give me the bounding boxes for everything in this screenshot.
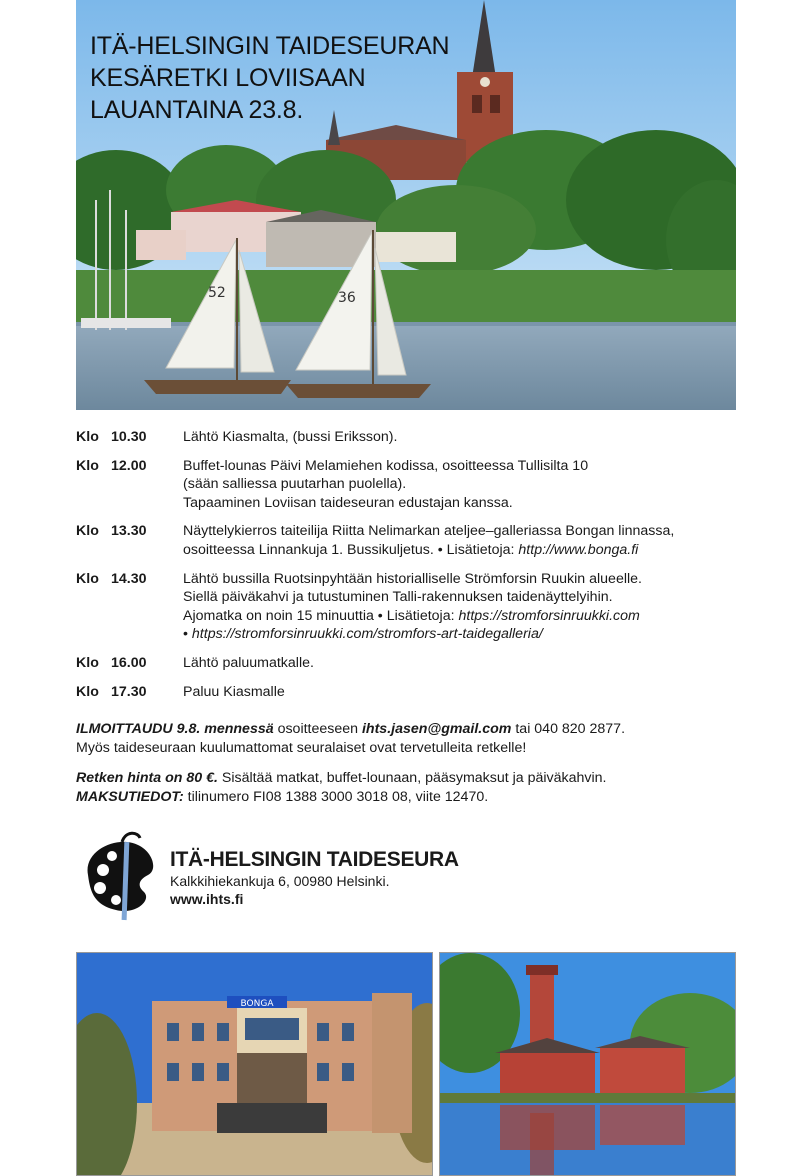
klo-label: Klo [76, 457, 99, 474]
payment-label: MAKSUTIEDOT: [76, 788, 184, 805]
klo-label: Klo [76, 429, 99, 445]
schedule-row [76, 522, 746, 559]
schedule-time: 16.00 [111, 654, 147, 671]
desc-line: Siellä päiväkahvi ja tutustuminen Talli-rakennuksen taidenäyttelyihin. [183, 589, 613, 606]
desc-line: Tapaaminen Loviisan taideseuran edustajan kanssa. [183, 494, 513, 511]
schedule-description [183, 428, 746, 447]
bonga-sign: BONGA [240, 999, 274, 1009]
schedule-description [183, 522, 746, 559]
bonga-building-illustration [77, 953, 433, 1176]
schedule-description [183, 457, 746, 513]
sail-number-right: 36 [338, 290, 356, 306]
registration-deadline: ILMOITTAUDU 9.8. mennessä [76, 721, 274, 737]
price-highlight: Retken hinta on 80 €. [76, 770, 218, 787]
klo-label: Klo [76, 654, 99, 671]
registration-line [76, 720, 746, 739]
info-text: osoitteeseen [273, 721, 362, 737]
bonga-link[interactable]: http://www.bonga.fi [518, 541, 639, 558]
payment-line [76, 788, 746, 807]
desc-line: Lähtö bussilla Ruotsinpyhtään historialliselle Strömforsin Ruukin alueelle. [183, 570, 642, 587]
hero-photo [76, 0, 736, 410]
klo-label: Klo [76, 683, 99, 700]
schedule-time: 12.00 [111, 457, 147, 474]
bonga-castle-photo [76, 952, 433, 1176]
klo-label: Klo [76, 523, 99, 540]
desc-text: Ajomatka on noin 15 minuuttia • Lisätietoja: [183, 607, 459, 624]
desc-line: Paluu Kiasmalle [183, 683, 285, 700]
organization-block [78, 830, 498, 925]
desc-line [183, 607, 746, 626]
schedule-row [76, 654, 746, 673]
schedule-time: 13.30 [111, 523, 147, 540]
title-line-3: LAUANTAINA 23.8. [90, 96, 304, 124]
schedule-row [76, 683, 746, 702]
sail-number-left: 52 [208, 285, 226, 301]
info-text: tai 040 820 2877. [511, 721, 626, 737]
palette-logo-icon [78, 830, 168, 925]
price-line [76, 769, 746, 788]
schedule-time: 14.30 [111, 570, 147, 587]
title-line-2: KESÄRETKI LOVIISAAN [90, 64, 366, 92]
stromfors-photo [439, 952, 736, 1176]
klo-label: Klo [76, 570, 99, 587]
schedule-description [183, 654, 746, 673]
schedule-description [183, 570, 746, 644]
stromfors-link[interactable]: https://stromforsinruukki.com [458, 607, 640, 624]
organization-name: ITÄ-HELSINGIN TAIDESEURA [170, 848, 459, 871]
schedule-row [76, 457, 746, 513]
desc-line [183, 625, 746, 644]
desc-line: (sään salliessa puutarhan puolella). [183, 476, 407, 493]
stromfors-gallery-link[interactable]: https://stromforsinruukki.com/stromfors-art-taidegalleria/ [191, 626, 543, 643]
schedule-list [76, 428, 746, 711]
schedule-row [76, 570, 746, 644]
desc-line: Näyttelykierros taiteilija Riitta Nelimarkan ateljee–galleriassa Bongan linnassa, [183, 523, 675, 540]
info-text: tilinumero FI08 1388 3000 3018 08, viite 12470. [183, 788, 489, 805]
title-line-1: ITÄ-HELSINGIN TAIDESEURAN [90, 32, 450, 60]
stromfors-mill-illustration [440, 953, 736, 1176]
desc-line: Lähtö paluumatkalle. [183, 654, 314, 671]
page-title [90, 30, 449, 126]
organization-address: Kalkkihiekankuja 6, 00980 Helsinki. [170, 873, 390, 889]
organization-website-link[interactable]: www.ihts.fi [170, 891, 244, 907]
info-text: Sisältää matkat, buffet-lounaan, pääsymaksut ja päiväkahvin. [217, 770, 607, 787]
schedule-description [183, 683, 746, 702]
desc-line: Lähtö Kiasmalta, (bussi Eriksson). [183, 429, 398, 445]
desc-line: Buffet-lounas Päivi Melamiehen kodissa, osoitteessa Tullisilta 10 [183, 457, 589, 474]
schedule-row [76, 428, 746, 447]
schedule-time: 10.30 [111, 429, 147, 445]
registration-email-link[interactable]: ihts.jasen@gmail.com [361, 721, 512, 737]
guests-note: Myös taideseuraan kuulumattomat seuralaiset ovat tervetulleita retkelle! [76, 739, 527, 756]
desc-text: osoitteessa Linnankuja 1. Bussikuljetus. • Lisätietoja: [183, 541, 519, 558]
desc-line [183, 541, 746, 560]
schedule-time: 17.30 [111, 683, 147, 700]
desc-text: • [183, 626, 192, 643]
registration-info [76, 720, 746, 806]
